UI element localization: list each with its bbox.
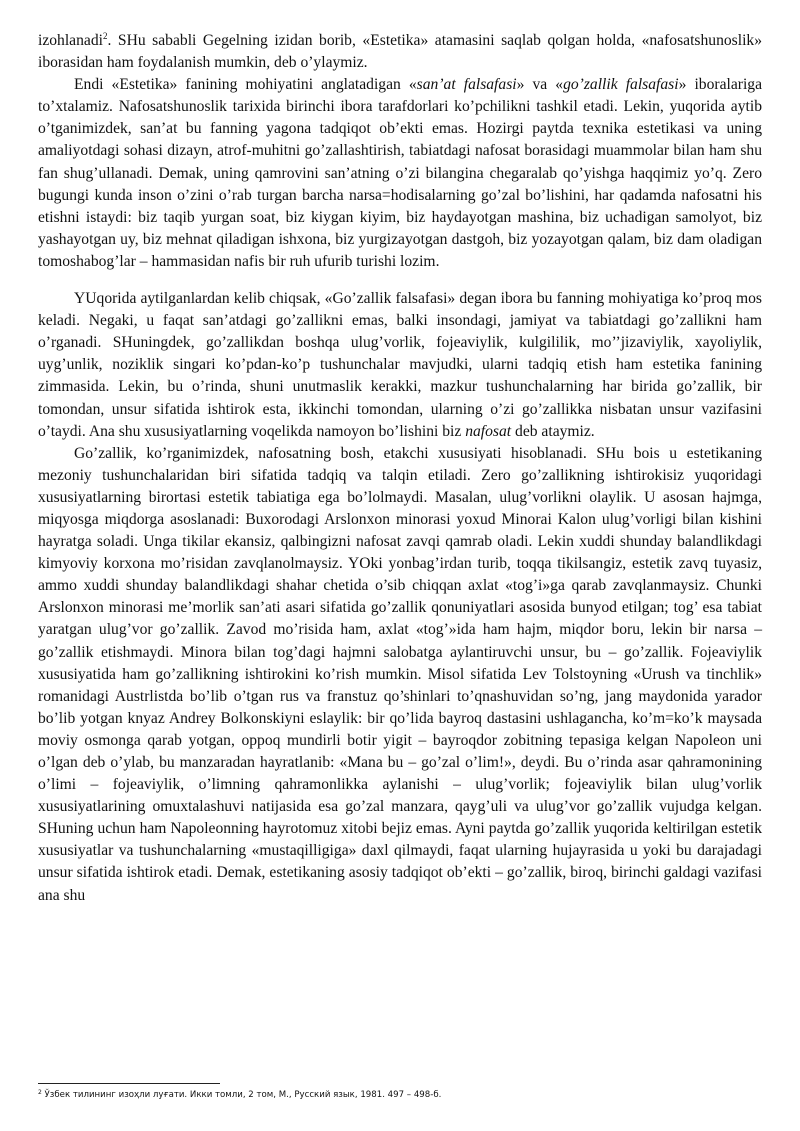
term-beauty-philosophy: go’zallik falsafasi [563,76,679,94]
paragraph-2 [38,74,762,273]
footnote-divider [38,1083,220,1084]
footnote-text: Ўзбек тилининг изоҳли луғати. Икки томли, 2 том, М., Русский язык, 1981. 497 – 498-б. [41,1090,442,1100]
term-nafosat: nafosat [465,422,512,440]
paragraph-1-text-a: izohlanadi [38,32,103,49]
document-body [38,30,762,907]
footnote-number: 2 [38,1089,42,1096]
paragraph-2-text-a: Endi «Estetika» fanining mohiyatini anglatadigan « [74,76,417,94]
paragraph-1 [38,30,762,74]
term-art-philosophy: san’at falsafasi [416,76,517,94]
footnote [38,1089,762,1101]
paragraph-3-text-a: YUqorida aytilganlardan kelib chiqsak, «Go’zallik falsafasi» degan ibora bu fanning mohiyatiga ko’proq mos keladi. Negaki, u faqat san’atdagi go’zallikni emas, balki insondagi, jamiyat va tabiatdagi go’zallikni ham o’rganadi. SHuningdek, go’zallikdan boshqa ulug’vorlik, fojeaviylik, kulgililik, mo’’jizaviylik, xayoliylik, uyg’unlik, noziklik singari ko’pdan-ko’p tushunchalar mavjudki, ularni tadqiq etish ham estetika fanining zimmasida. Lekin, bu o’rinda, shuni unutmaslik kerakki, mazkur tushunchalarning har birida go’zallik, bir tomondan, unsur sifatida ishtirok esta, ikkinchi tomondan, ularning o’zi go’zallikka nisbatan unsur vazifasini o’taydi. Ana shu xususiyatlarning voqelikda namoyon bo’lishini biz [38,290,762,440]
paragraph-2-text-b: » va « [516,76,564,94]
paragraph-4: Go’zallik, ko’rganimizdek, nafosatning bosh, etakchi xususiyati hisoblanadi. SHu bois u estetikaning mezoniy tushunchalaridan biri sifatida tadqiq va talqin etiladi. Zero go’zallikning ishtirokisiz yuqoridagi xususiyatlarning birortasi estetik tabiatiga ega bo’lolmaydi. Masalan, ulug’vorlikni olaylik. U asosan hajmga, miqyosga miqdorga asoslanadi: Buxorodagi Arslonxon minorasi yoxud Minorai Kalon ulug’vorligi bilan kishini hayratga soladi. Unga tikilar ekansiz, qalbingizni nafosat zavqi qamrab oladi. Lekin xuddi shunday balandlikdagi kimyoviy korxona mo’risidan zavqlanolmaysiz. YOki yonbag’irdan turib, toqqa tikilsangiz, estetik zavq tuyasiz, ammo xuddi shunday balandlikdagi shahar chetida o’sib chiqqan axlat «tog’i»ga qarab zavqlanmaysiz. Chunki Arslonxon minorasi me’morlik san’ati asari sifatida go’zallik qonuniyatlari asosida bunyod etilgan; tog’ esa tabiat yaratgan ulug’vor go’zallik. Zavod mo’risida ham, axlat «tog’»ida ham hajm, miqdor boru, lekin bir narsa –go’zallik etishmaydi. Minora bilan tog’dagi hajmni salobatga aylantiruvchi unsur, bu – go’zallik. Fojeaviylik xususiyatida ham go’zallikning ishtirokini ko’rish mumkin. Misol sifatida Lev Tolstoyning «Urush va tinchlik» romanidagi Austrlistda bo’lib o’tgan rus va franstuz qo’shinlari to’qnashuvidan so’ng, jang maydonida yarador bo’lib yotgan knyaz Andrey Bolkonskiyni eslaylik: bir qo’lida bayroq dastasini ushlagancha, ko’m=ko’k maysada moviy osmonga qarab yotgan, oppoq mundirli botir yigit – bayroqdor zobitning tepasiga kelgan Napoleon uni o’lgan deb o’ylab, bu manzaradan hayratlanib: «Mana bu – go’zal o’lim!», deydi. Bu o’rinda asar qahramonining o’limi – fojeaviylik, o’limning qahramonlikka aylanishi – ulug’vorlik; fojeaviylik bilan ulug’vorlik xususiyatlarining omuxtalashuvi natijasida esa go’zal manzara, qayg’uli va ulug’vor go’zallik vujudga kelgan. SHuning uchun ham Napoleonning hayrotomuz xitobi bejiz emas. Ayni paytda go’zallik yuqorida keltirilgan estetik xususiyatlar va tushunchalarning «mustaqilligiga» daxl qilmaydi, faqat ularning hujayrasida u yoki bu darajadagi unsur sifatida ishtirok etadi. Demak, estetikaning asosiy tadqiqot ob’ekti – go’zallik, biroq, birinchi galdagi vazifasi ana shu [38,444,762,904]
paragraph-3-text-b: deb ataymiz. [511,422,595,440]
paragraph-3 [38,288,762,443]
paragraph-1-text-b: . SHu sababli Gegelning izidan borib, «Estetika» atamasini saqlab qolgan holda, «nafosatshunoslik» iborasidan ham foydalanish mumkin, deb o’ylaymiz. [38,32,762,72]
footnote-reference: 2 [102,31,108,41]
paragraph-2-text-c: » iboralariga to’xtalamiz. Nafosatshunoslik tarixida birinchi ibora tarafdorlari ko’pchilikni tashkil etadi. Lekin, yuqorida aytib o’tganimizdek, san’at bu fanning yagona tadqiqot ob’ekti emas. Hozirgi paytda texnika estetikasi va uning amaliyotdagi sohasi dizayn, atrof-muhitni go’zallashtirish, tabiatdagi nafosat borasidagi muammolar bilan ham shu fan shug’ullanadi. Demak, uning qamrovini san’atning o’zi bilangina chegaralab qo’yishga haqqimiz yo’q. Zero bugungi kunda inson o’zini o’rab turgan barcha narsa=hodisalarning go’zal bo’lishini, har qadamda nafosatni his etishni istaydi: biz taqib yurgan soat, biz kiygan kiyim, biz haydayotgan mashina, biz uchadigan samolyot, biz yashayotgan uy, biz mehnat qiladigan ishxona, biz yurgizayotgan dastgoh, biz yozayotgan qalam, biz dam oladigan tomoshabog’lar – hammasidan nafis bir ruh ufurib turishi lozim. [38,76,762,270]
